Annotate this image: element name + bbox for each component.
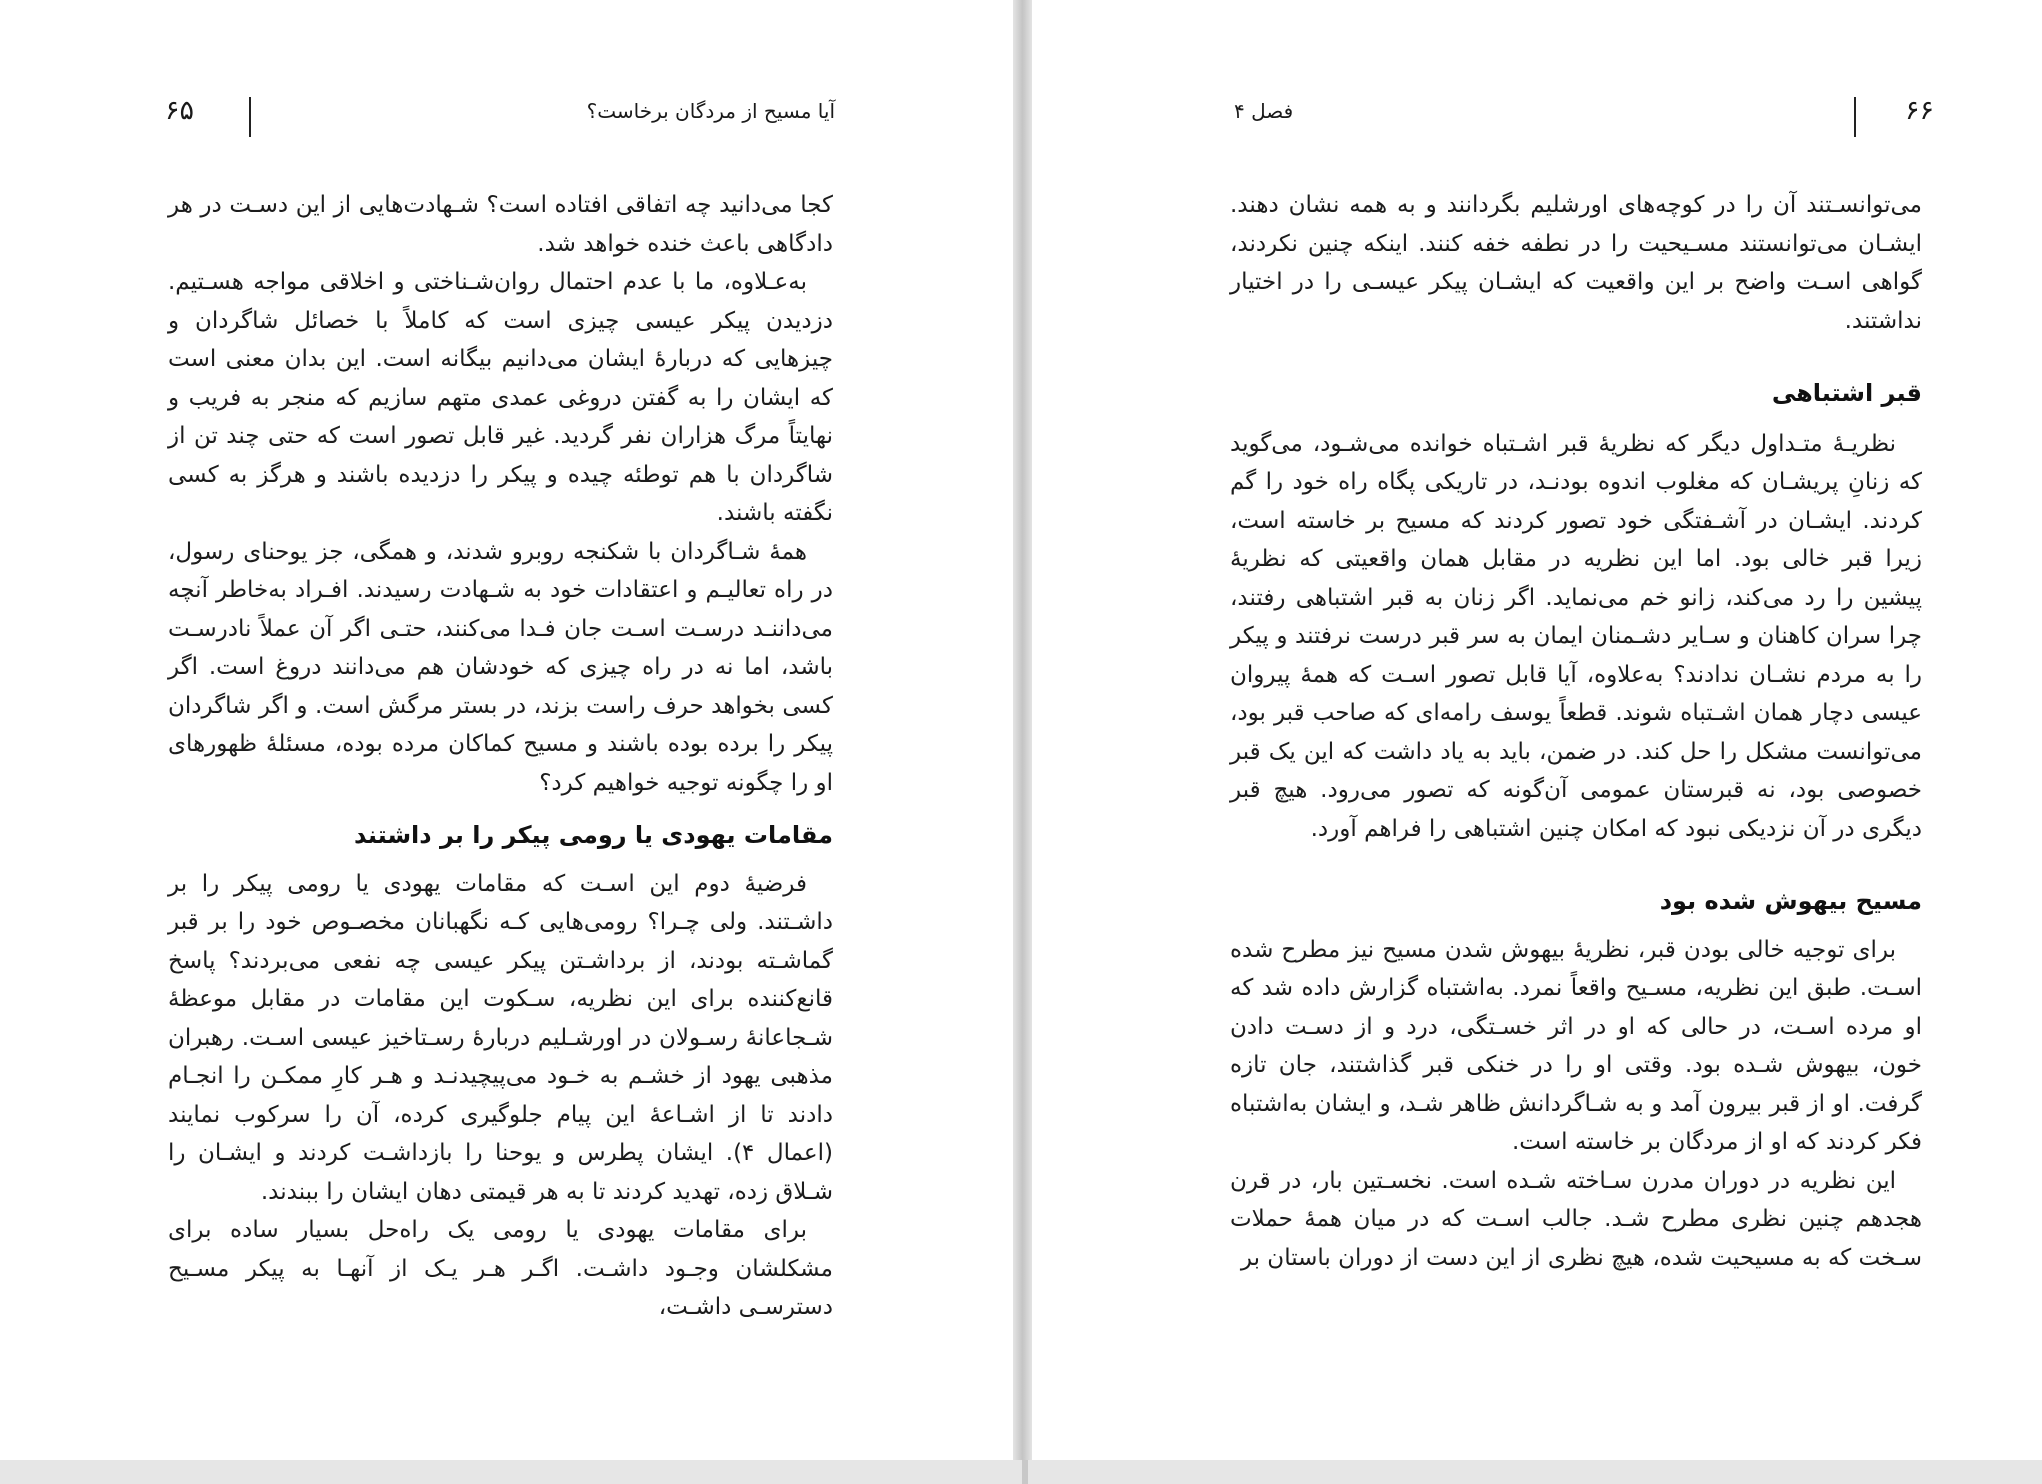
paragraph: برای مقامات یهودی یا رومی یک راه‌حل بسیار ساده برای مشکلشان وجـود داشـت. اگـر هـر یـک از آنهـا به پیکر مسـیح دسترسـی داشـت،: [168, 1217, 833, 1320]
page-number: ۶۵: [165, 95, 195, 126]
paragraph: می‌توانسـتند آن را در کوچه‌های اورشلیم بگردانند و به همه نشان دهند. ایشـان می‌توانستند مسـیحیت را در نطفه خفه کنند. اینکه چنین نکردند، گواهی اسـت واضح بر این واقعیت که ایشـان پیکر عیسـی را در اختیار نداشتند.: [1230, 192, 1922, 334]
running-title: فصل ۴: [1234, 99, 1294, 123]
section-heading: مقامات یهودی یا رومی پیکر را بر داشتند: [353, 821, 833, 849]
paragraph: نظریـهٔ متـداول دیگر که نظریهٔ قبر اشـتباه خوانده می‌شـود، می‌گوید که زنانِ پریشـان که مغلوب اندوه بودنـد، در تاریکی پگاه راه خود را گم کردند. ایشـان در آشـفتگی خود تصور کردند که مسیح بر خاسته است، زیرا قبر خالی بود. اما این نظریه در مقابل همان واقعیتی که نظریهٔ پیشین را رد می‌کند، زانو خم می‌نماید. اگر زنان به قبر اشتباهی رفتند، چرا سران کاهنان و سـایر دشـمنان ایمان به سر قبر درست نرفتند و پیکر را به مردم نشـان ندادند؟ به‌علاوه، آیا قابل تصور اسـت که همهٔ پیروان عیسی دچار همان اشـتباه شوند. قطعاً یوسف رامه‌ای که صاحب قبر بود، می‌توانست مشکل را حل کند. در ضمن، باید به یاد داشت که این یک قبر خصوصی بود، نه قبرستان عمومی آن‌گونه که تصور می‌رود. هیچ قبر دیگری در آن نزدیکی نبود که امکان چنین اشتباهی را فراهم آورد.: [1230, 430, 1922, 842]
paragraph: این نظریه در دوران مدرن سـاخته شـده است. نخسـتین بار، در قرن هجدهم چنین نظری مطرح شـد. جالب اسـت که در میان همهٔ حملات سـخت که به مسیحیت شده، هیچ نظری از این دست از دوران باستان بر: [1230, 1167, 1922, 1271]
viewer-bottom-strip: [0, 1460, 2042, 1484]
right-page: [1032, 0, 2042, 1460]
page-separator: [1022, 1460, 1028, 1484]
right-page-body: [1230, 186, 1922, 1277]
right-page-header: [1234, 95, 1934, 145]
left-page-header: [165, 95, 835, 145]
paragraph: همهٔ شـاگردان با شکنجه روبرو شدند، و همگی، جز یوحنای رسول، در راه تعالیـم و اعتقادات خود به شـهادت رسیدند. افـراد به‌خاطر آنچه می‌داننـد درسـت اسـت جان فـدا می‌کنند، حتـی اگر آن عملاً نادرسـت باشد، اما نه در راه چیزی که خودشان هم می‌دانند دروغ است. اگر کسی بخواهد حرف راست بزند، در بستر مرگش است. و اگر شاگردان پیکر را برده بوده باشند و مسیح کماکان مرده بوده، مسئلهٔ ظهورهای او را چگونه توجیه خواهیم کرد؟: [168, 538, 833, 796]
paragraph: به‌عـلاوه، ما با عدم احتمال روان‌شـناختی و اخلاقی مواجه هسـتیم. دزدیدن پیکر عیسی چیزی است که کاملاً با خصائل شاگردان و چیزهایی که دربارهٔ ایشان می‌دانیم بیگانه است. این بدان معنی است که ایشان را به گفتن دروغی عمدی متهم سازیم که منجر به فریب و نهایتاً مرگ هزاران نفر گردید. غیر قابل تصور است که حتی چند تن از شاگردان با هم توطئه چیده و پیکر را دزدیده باشند و هرگز به کسی نگفته باشند.: [168, 269, 833, 526]
header-divider: [249, 97, 251, 137]
paragraph: کجا می‌دانید چه اتفاقی افتاده است؟ شـهادت‌هایی از این دسـت در هر دادگاهی باعث خنده خواهد شد.: [168, 192, 833, 257]
page-number: ۶۶: [1904, 95, 1934, 126]
running-title: آیا مسیح از مردگان برخاست؟: [586, 99, 835, 123]
left-page: [0, 0, 1013, 1460]
paragraph: برای توجیه خالی بودن قبر، نظریهٔ بیهوش شدن مسیح نیز مطرح شده اسـت. طبق این نظریه، مسـیح واقعاً نمرد. به‌اشتباه گزارش داده شد که او مرده اسـت، در حالی که او در اثر خسـتگی، درد و از دسـت دادن خون، بیهوش شـده بود. وقتی او را در خنکی قبر گذاشتند، جان تازه گرفت. او از قبر بیرون آمد و به شـاگردانش ظاهر شـد، و ایشان به‌اشتباه فکر کردند که او از مردگان بر خاسته است.: [1230, 936, 1922, 1155]
book-gutter: [1013, 0, 1032, 1460]
left-page-body: [168, 186, 833, 1327]
header-divider: [1854, 97, 1856, 137]
paragraph: فرضیهٔ دوم این اسـت که مقامات یهودی یا رومی پیکر را بر داشـتند. ولی چـرا؟ رومی‌هایی کـه نگهبانان مخصـوص خود را بر قبر گماشـته بودند، از برداشـتن پیکر عیسی چه نفعی می‌بردند؟ پاسخ قانع‌کننده برای این نظریه، سـکوت این مقامات در مقابل موعظهٔ شـجاعانهٔ رسـولان در اورشـلیم دربارهٔ رسـتاخیز عیسی اسـت. رهبران مذهبی یهود از خشـم به خـود می‌پیچیدنـد و هـر کارِ ممکـن را انجـام دادند تا از اشـاعهٔ این پیام جلوگیری کرده، آن را سرکوب نمایند (اعمال ۴). ایشان پطرس و یوحنا را بازداشـت کردند و ایشـان را شـلاق زده، تهدید کردند تا به هر قیمتی دهان ایشان را ببندند.: [168, 870, 833, 1205]
section-heading: مسیح بیهوش شده بود: [1659, 887, 1922, 915]
section-heading: قبر اشتباهی: [1771, 379, 1922, 407]
